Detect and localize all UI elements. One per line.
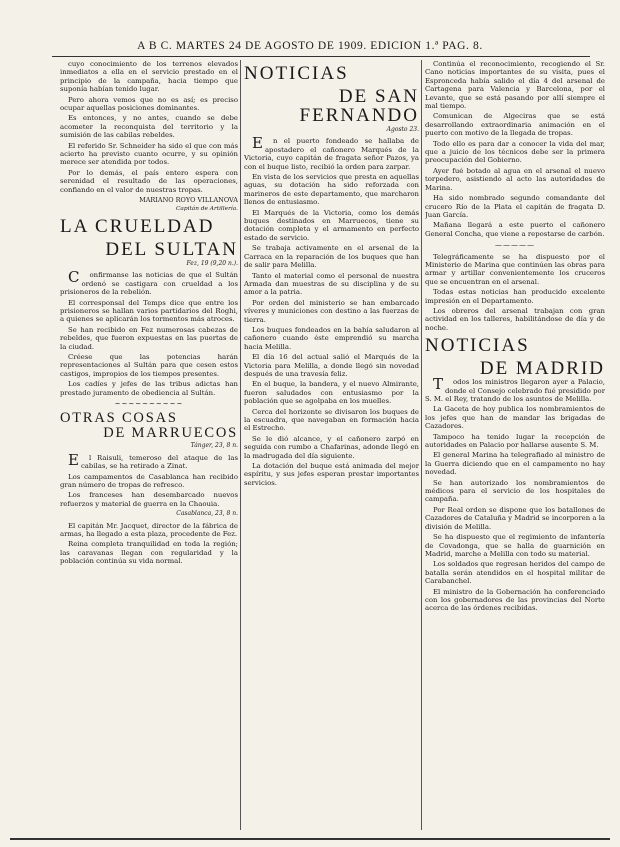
- paragraph: El día 16 del actual salió el Marqués de la Victoria para Melilla, a donde llegó sin novedad después de una travesía feliz.: [244, 353, 419, 378]
- ornament-divider: —————: [495, 241, 535, 250]
- san-fernando-headline-2: DE SAN FERNANDO: [299, 86, 419, 126]
- paragraph: Continúa el reconocimiento, recogiendo el Sr. Cano noticias importantes de su visita, pues el Espronceda había salido el día 4 del arsenal de Cartagena para Valencia y Barcelona, por el Levante, que se está pasando por allí siempre el mal tiempo.: [425, 60, 605, 111]
- paragraph: Todas estas noticias han producido excelente impresión en el Departamento.: [425, 288, 605, 305]
- paragraph: Por orden del ministerio se han embarcado víveres y municiones con destino a las fuerzas de tierra.: [244, 298, 419, 324]
- paragraph: Tampoco ha tenido lugar la recepción de autoridades en Palacio por hallarse ausente S. M.: [425, 432, 605, 450]
- paragraph: El ministro de la Gobernación ha conferenciado con los gobernadores de las provincias del Norte acerca de las órdenes recibidas.: [425, 587, 605, 613]
- paragraph: Confirmanse las noticias de que el Sultán ordenó se castigara con crueldad a los prisioneros de la rebelión.: [60, 268, 238, 297]
- paragraph: cuyo conocimiento de los terrenos elevados inmediatos a ella en el servicio prestado en el principio de la campaña, hacia tiempo que suponía habían tenido lugar.: [60, 60, 238, 94]
- paragraph: Mañana llegará a este puerto el cañonero General Concha, que viene a repostarse de carbón.: [425, 221, 605, 238]
- paragraph: Se han autorizado los nombramientos de médicos para el servicio de los hospitales de campaña.: [425, 478, 605, 504]
- paragraph: La dotación del buque está animada del mejor espíritu, y sus jefes esperan prestar importantes servicios.: [244, 462, 419, 487]
- paragraph: Ayer fué botado al agua en el arsenal el nuevo torpedero, asistiendo al acto las autoridades de Marina.: [425, 166, 605, 192]
- paragraph: Todo ello es para dar a conocer la vida del mar, que a juicio de los técnicos debe ser la primera preocupación del Gobierno.: [425, 139, 605, 165]
- paragraph: La Gaceta de hoy publica los nombramientos de los jefes que han de mandar las brigadas de Cazadores.: [425, 405, 605, 431]
- paragraph: Los campamentos de Casablanca han recibido gran número de tropas de refresco.: [60, 472, 238, 490]
- crueldad-headline-1: LA CRUELDAD: [60, 215, 215, 237]
- paragraph: En el puerto fondeado se hallaba de apostadero el cañonero Marqués de la Victoria, cuyo capitán de fragata señor Pazos, ya con el buque listo, recibió la orden para zarpar.: [244, 134, 419, 171]
- paragraph: Reina completa tranquilidad en toda la región; las caravanas llegan con regularidad y la población continúa su vida normal.: [60, 540, 238, 566]
- paragraph: En el buque, la bandera, y el nuevo Almirante, fueron saludados con entusiasmo por la población que se agolpaba en los muelles.: [244, 380, 419, 406]
- column-divider: [421, 60, 422, 830]
- crueldad-headline-2: DEL SULTAN: [105, 238, 238, 260]
- paragraph: Cerca del horizonte se divisaron los buques de la escuadra, que navegaban en formación hacia el Estrecho.: [244, 407, 419, 433]
- paragraph: El general Marina ha telegrafiado al ministro de la Guerra diciendo que en el campamento no hay novedad.: [425, 451, 605, 477]
- column-3: [425, 60, 605, 615]
- paragraph: El Marqués de la Victoria, como los demás buques destinados en Marruecos, tiene su dotación completa y el armamento en perfecto estado de servicio.: [244, 208, 419, 242]
- dateline: Fez, 19 (9,20 n.).: [186, 259, 238, 267]
- paragraph: El corresponsal del Temps dice que entre los prisioneros se hallan varios partidarios del Roghi, a quienes se aplicarán los tormentos más atroces.: [60, 298, 238, 324]
- paragraph: En vista de los servicios que presta en aquellas aguas, su dotación ha sido reforzada con marineros de este departamento, que marcharon llenos de entusiasmo.: [244, 173, 419, 207]
- column-1: [60, 60, 238, 568]
- paragraph: Créese que las potencias harán representaciones al Sultán para que cesen estos castigos, impropios de los tiempos presentes.: [60, 352, 238, 378]
- paragraph: El referido Sr. Schneider ha sido el que con más acierto ha previsto cuanto ocurre, y su opinión merece ser atendida por todos.: [60, 141, 238, 167]
- paragraph: Comunican de Algeciras que se está desarrollando extraordinaria animación en el puerto con motivo de la llegada de tropas.: [425, 112, 605, 138]
- paragraph: Los buques fondeados en la bahía saludaron al cañonero cuando éste emprendió su marcha hacia Melilla.: [244, 325, 419, 351]
- paragraph: Pero ahora vemos que no es así; es preciso ocupar aquellas posiciones dominantes.: [60, 95, 238, 113]
- paragraph: El Raisuli, temeroso del ataque de las cabilas, se ha retirado a Zinat.: [68, 450, 238, 471]
- paragraph: Los soldados que regresan heridos del campo de batalla serán atendidos en el hospital militar de Carabanchel.: [425, 560, 605, 586]
- dateline: Agosto 23.: [386, 126, 419, 133]
- page-header: A B C. MARTES 24 DE AGOSTO DE 1909. EDICION 1.ª PAG. 8.: [137, 40, 483, 52]
- footer-rule: [10, 838, 610, 840]
- paragraph: Es entonces, y no antes, cuando se debe acometer la reconquista del territorio y la sumisión de las cabilas rebeldes.: [60, 114, 238, 140]
- madrid-headline-2: DE MADRID: [479, 358, 605, 380]
- ornament-divider: ~~~~~~~~~~: [114, 400, 184, 408]
- dateline: Tánger, 23, 8 n.: [190, 442, 238, 450]
- paragraph: Se le dió alcance, y el cañonero zarpó en seguida con rumbo a Chafarinas, adonde llegó en la madrugada del día siguiente.: [244, 434, 419, 460]
- paragraph: Se trabaja activamente en el arsenal de la Carraca en la reparación de los buques que han de salir para Melilla.: [244, 244, 419, 270]
- paragraph: El capitán Mr. Jacquet, director de la fábrica de armas, ha llegado a esta plaza, procedente de Fez.: [60, 521, 238, 539]
- san-fernando-headline-1: NOTICIAS: [244, 63, 349, 84]
- otras-headline-2: DE MARRUECOS: [103, 425, 238, 442]
- paragraph: Se han recibido en Fez numerosas cabezas de rebeldes, que fueron expuestas en las puertas de la ciudad.: [60, 325, 238, 351]
- otras-headline-1: OTRAS COSAS: [60, 410, 178, 427]
- dateline: Casablanca, 23, 8 n.: [176, 510, 238, 518]
- column-2: [244, 60, 419, 489]
- paragraph: Los cadíes y jefes de las tribus adictas han prestado juramento de obediencia al Sultán.: [60, 380, 238, 397]
- paragraph: Tanto el material como el personal de nuestra Armada dan muestras de su disciplina y de su amor a la patria.: [244, 271, 419, 297]
- paragraph: Los franceses han desembarcado nuevos refuerzos y material de guerra en la Chaouia.: [60, 491, 238, 508]
- paragraph: Los obreros del arsenal trabajan con gran actividad en los talleres, habilitándose de día y de noche.: [425, 306, 605, 332]
- signature-title: Capitán de Artillería.: [175, 205, 238, 212]
- paragraph: Telegráficamente se ha dispuesto por el Ministerio de Marina que continúen las obras para armar y artillar convenientemente los cruceros que se encuentran en el arsenal.: [425, 252, 605, 286]
- paragraph: Por Real orden se dispone que los batallones de Cazadores de Cataluña y Madrid se incorporen a la división de Melilla.: [425, 505, 605, 531]
- madrid-headline-1: NOTICIAS: [425, 335, 530, 357]
- paragraph: Por lo demás, el país entero espera con serenidad el resultado de las operaciones, confiando en el valor de nuestras tropas.: [60, 168, 238, 194]
- paragraph: Ha sido nombrado segundo comandante del crucero Río de la Plata el capitán de fragata D. Juan García.: [425, 194, 605, 219]
- paragraph: Se ha dispuesto que el regimiento de infantería de Covadonga, que se halla de guarnición en Madrid, marche a Melilla con todo su material.: [425, 533, 605, 558]
- signature: MARIANO ROYO VILLANOVA: [139, 196, 238, 205]
- header-rule: [52, 56, 590, 57]
- column-divider: [240, 60, 241, 830]
- paragraph: Todos los ministros llegaron ayer a Palacio, donde el Consejo celebrado fué presidido por S. M. el Rey, tratando de los asuntos de Melilla.: [425, 375, 605, 403]
